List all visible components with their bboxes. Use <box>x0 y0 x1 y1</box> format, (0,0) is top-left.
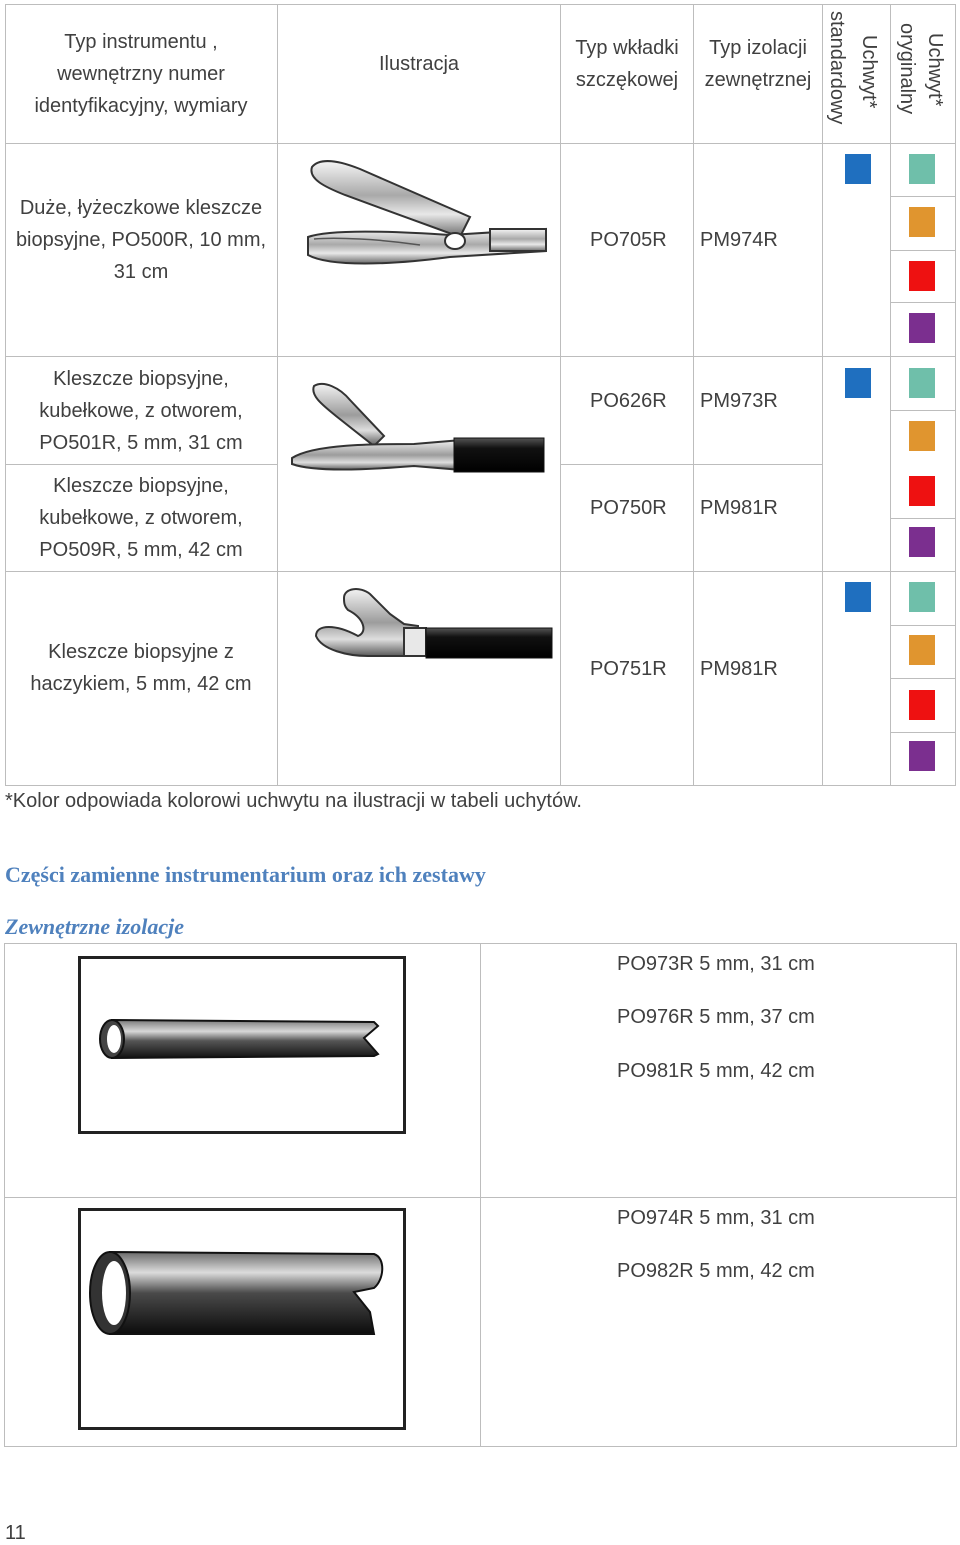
row-2-insert-code: PO626R <box>590 390 667 412</box>
swatch-divider <box>890 732 955 733</box>
header-handle-standard-line1: Uchwyt* <box>858 35 880 109</box>
row-4-insert-code: PO751R <box>590 658 667 680</box>
swatch-divider <box>890 678 955 679</box>
header-handle-original-line1: Uchwyt* <box>924 33 946 107</box>
thick-insulation-tube-illustration <box>78 1208 406 1430</box>
part-item: PO973R 5 mm, 31 cm <box>617 953 815 975</box>
table-row-divider <box>5 464 277 465</box>
row-1-handle-swatch-purple <box>909 313 935 343</box>
swatch-divider <box>890 250 955 251</box>
row-2-standard-handle-swatch <box>845 368 871 398</box>
table-row-divider <box>5 356 955 357</box>
swatch-divider <box>890 410 955 411</box>
table-header-divider <box>5 143 955 144</box>
column-divider <box>693 4 694 786</box>
row-2-insulation-code: PM973R <box>700 390 778 412</box>
row-1-handle-swatch-red <box>909 261 935 291</box>
color-footnote: *Kolor odpowiada kolorowi uchwytu na ilustracji w tabeli uchytów. <box>5 790 582 812</box>
row-2-handle-swatch-teal <box>909 368 935 398</box>
parts-table-border-right <box>956 943 957 1447</box>
swatch-divider <box>890 518 955 519</box>
row-1-standard-handle-swatch <box>845 154 871 184</box>
column-divider <box>560 4 561 786</box>
swatch-divider <box>890 196 955 197</box>
row-2-handle-swatch-red <box>909 476 935 506</box>
row-1-handle-swatch-orange <box>909 207 935 237</box>
row-3-instrument-name: Kleszcze biopsyjne, kubełkowe, z otworem, PO509R, 5 mm, 42 cm <box>39 475 243 561</box>
row-4-handle-swatch-purple <box>909 741 935 771</box>
row-1-handle-swatch-teal <box>909 154 935 184</box>
header-insert-type: Typ wkładki szczękowej <box>575 37 679 91</box>
part-item: PO982R 5 mm, 42 cm <box>617 1260 815 1282</box>
table-border-right <box>955 4 956 786</box>
row-3-insert-code: PO750R <box>590 497 667 519</box>
header-handle-original-line2: oryginalny <box>896 23 918 115</box>
table-row-divider <box>560 464 822 465</box>
row-1-insulation-code: PM974R <box>700 229 778 251</box>
row-4-handle-swatch-red <box>909 690 935 720</box>
header-handle-standard-line2: standardowy <box>826 11 848 125</box>
header-instrument-type: Typ instrumentu , wewnętrzny numer identyfikacyjny, wymiary <box>34 31 248 117</box>
swatch-divider <box>890 302 955 303</box>
row-4-instrument-name: Kleszcze biopsyjne z haczykiem, 5 mm, 42 cm <box>30 641 252 695</box>
parts-table-border-left <box>4 943 5 1447</box>
column-divider <box>277 4 278 786</box>
row-4-standard-handle-swatch <box>845 582 871 612</box>
row-4-handle-swatch-orange <box>909 635 935 665</box>
row-2-handle-swatch-orange <box>909 421 935 451</box>
row-1-insert-code: PO705R <box>590 229 667 251</box>
cup-forceps-illustration <box>284 378 546 478</box>
part-item: PO974R 5 mm, 31 cm <box>617 1207 815 1229</box>
table-row-divider <box>5 571 955 572</box>
row-1-instrument-name: Duże, łyżeczkowe kleszcze biopsyjne, PO500R, 10 mm, 31 cm <box>15 197 267 283</box>
parts-table-column-divider <box>480 943 481 1447</box>
page-number: 11 <box>5 1522 26 1544</box>
table-border-bottom <box>5 785 955 786</box>
hook-forceps-illustration <box>308 584 554 664</box>
row-2-instrument-name: Kleszcze biopsyjne, kubełkowe, z otworem, PO501R, 5 mm, 31 cm <box>39 368 243 454</box>
part-item: PO981R 5 mm, 42 cm <box>617 1060 815 1082</box>
header-insulation-type: Typ izolacji zewnętrznej <box>704 37 812 91</box>
row-3-insulation-code: PM981R <box>700 497 778 519</box>
table-border-left <box>5 4 6 786</box>
subsection-title: Zewnętrzne izolacje <box>5 914 185 939</box>
table-border-top <box>5 4 955 5</box>
large-spoon-forceps-illustration <box>300 155 552 285</box>
header-handle-standard <box>823 5 889 142</box>
header-illustration: Ilustracja <box>378 53 460 75</box>
row-4-handle-swatch-teal <box>909 582 935 612</box>
header-handle-original <box>891 5 954 125</box>
section-title: Części zamienne instrumentarium oraz ich zestawy <box>5 862 486 887</box>
part-item: PO976R 5 mm, 37 cm <box>617 1006 815 1028</box>
row-4-insulation-code: PM981R <box>700 658 778 680</box>
thin-insulation-tube-illustration <box>78 956 406 1134</box>
row-2-handle-swatch-purple <box>909 527 935 557</box>
swatch-divider <box>890 625 955 626</box>
